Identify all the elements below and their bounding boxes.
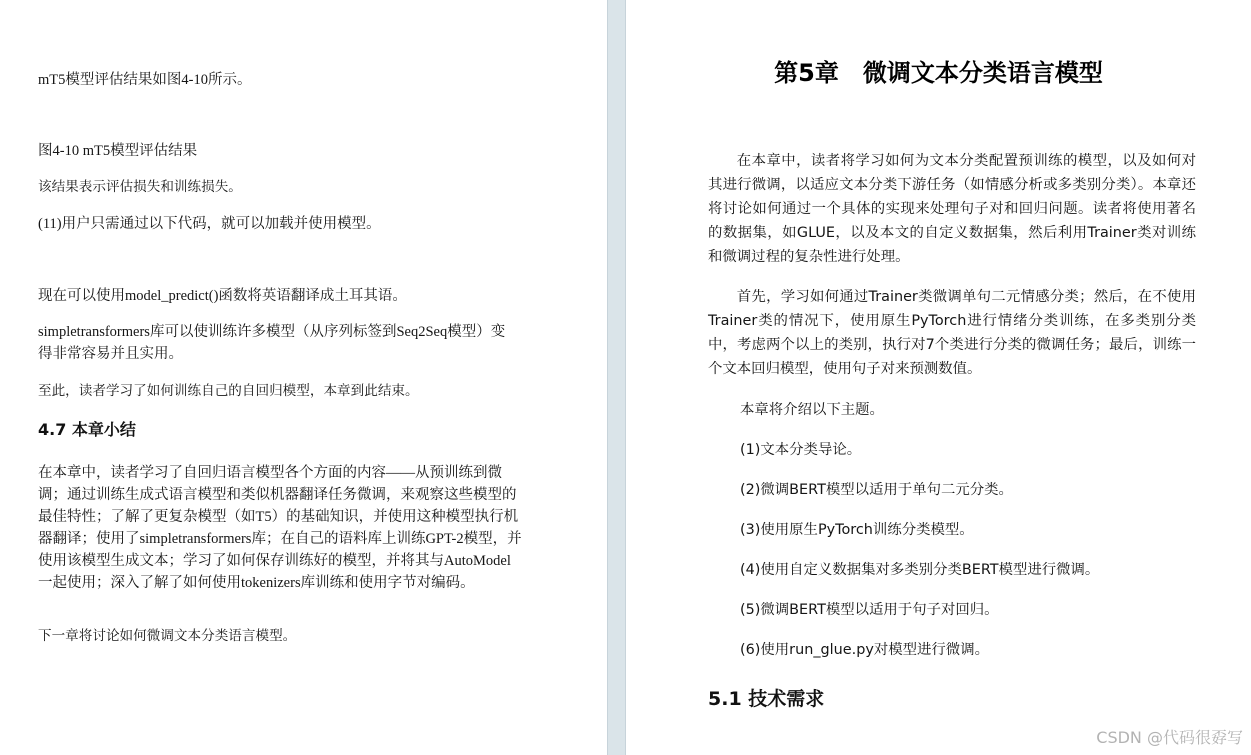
figure-caption: 图4-10 mT5模型评估结果: [38, 143, 198, 159]
page-gutter: [607, 0, 626, 755]
paragraph-chapter-intro: 在本章中，读者将学习如何为文本分类配置预训练的模型，以及如何对其进行微调，以适应文本分类下游任务（如情感分析或多类别分类）。本章还将讨论如何通过一个具体的实现来处理句子对和回归问题。读者将使用著名的数据集，如GLUE，以及本文的自定义数据集，然后利用Trainer类对训练和微调过程的复杂性进行处理。: [708, 153, 1196, 265]
topic-item: (5)微调BERT模型以适用于句子对回归。: [740, 602, 999, 618]
topic-item: (2)微调BERT模型以适用于单句二元分类。: [740, 482, 1013, 498]
section-heading-4-7: 4.7 本章小结: [38, 420, 136, 439]
paragraph-chapter-overview: 首先，学习如何通过Trainer类微调单句二元情感分类；然后，在不使用Trainer类的情况下，使用原生PyTorch进行情绪分类训练，在多类别分类中，考虑两个以上的类别，执行对7个类进行分类的微调任务；最后，训练一个文本回归模型，使用句子对来预测数值。: [708, 289, 1196, 377]
paragraph-loss-note: 该结果表示评估损失和训练损失。: [38, 179, 242, 195]
topics-intro: 本章将介绍以下主题。: [740, 402, 884, 418]
topic-item: (3)使用原生PyTorch训练分类模型。: [740, 522, 974, 538]
paragraph-next-chapter: 下一章将讨论如何微调文本分类语言模型。: [38, 628, 297, 644]
right-page: [626, 0, 1251, 755]
topic-item: (1)文本分类导论。: [740, 442, 862, 458]
left-page: [0, 0, 607, 755]
topic-item: (6)使用run_glue.py对模型进行微调。: [740, 642, 989, 658]
topic-item: (4)使用自定义数据集对多类别分类BERT模型进行微调。: [740, 562, 1100, 578]
paragraph-chapter-summary: 在本章中，读者学习了自回归语言模型各个方面的内容——从预训练到微调；通过训练生成式语言模型和类似机器翻译任务微调，来观察这些模型的最佳特性；了解了更复杂模型（如T5）的基础知识，并使用这种模型执行机器翻译；使用了simpletransformers库；在自己的语料库上训练GPT-2模型，并使用该模型生成文本；学习了如何保存训练好的模型，并将其与AutoModel一起使用；深入了解了如何使用tokenizers库训练和使用字节对编码。: [38, 465, 522, 591]
paragraph-mt5-results: mT5模型评估结果如图4-10所示。: [38, 72, 252, 88]
section-heading-5-1: 5.1 技术需求: [708, 688, 825, 710]
paragraph-load-model: (11)用户只需通过以下代码，就可以加载并使用模型。: [38, 216, 381, 232]
paragraph-chapter-end: 至此，读者学习了如何训练自己的自回归模型，本章到此结束。: [38, 383, 419, 399]
chapter-title: 第5章 微调文本分类语言模型: [774, 59, 1103, 87]
paragraph-model-predict: 现在可以使用model_predict()函数将英语翻译成土耳其语。: [38, 288, 407, 304]
csdn-watermark: CSDN @代码很孬写: [1096, 728, 1243, 747]
paragraph-simpletransformers: simpletransformers库可以使训练许多模型（从序列标签到Seq2Seq模型）变得非常容易并且实用。: [38, 324, 506, 362]
